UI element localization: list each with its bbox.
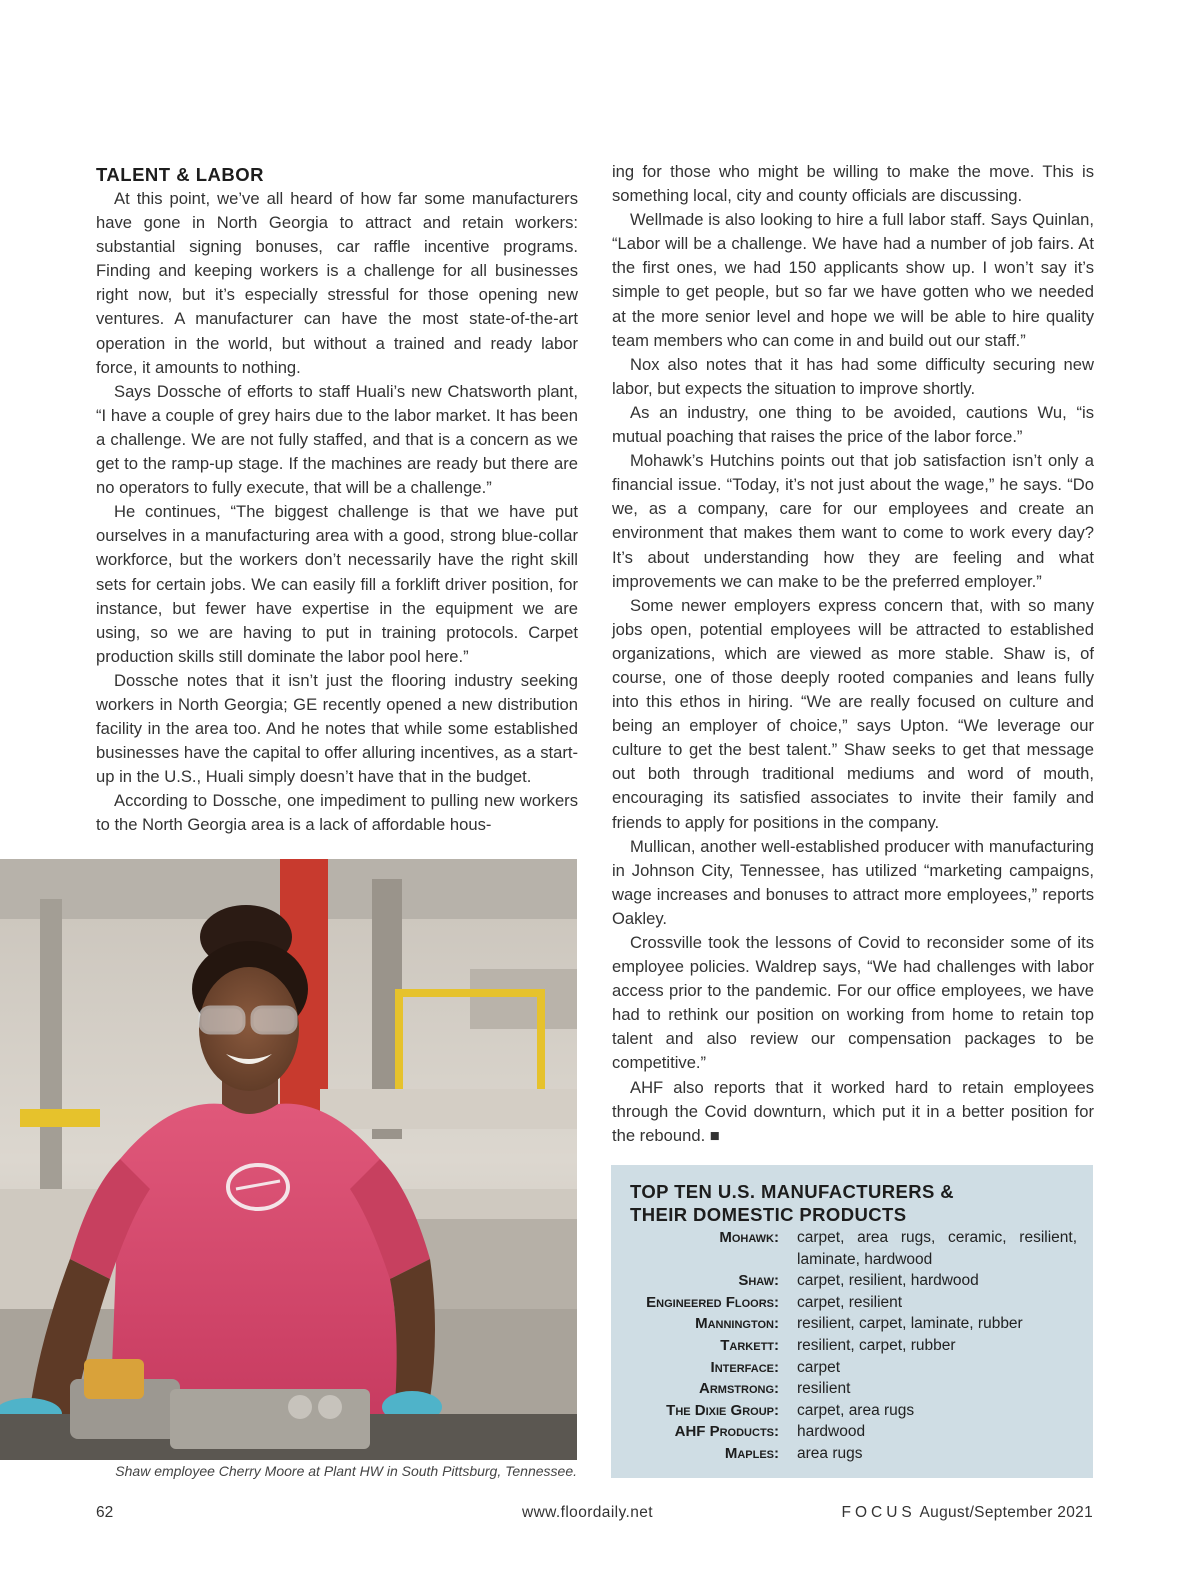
manufacturer-name: Shaw: [738,1272,779,1290]
manufacturer-name: Engineered Floors: [646,1293,779,1311]
article-paragraph: Dossche notes that it isn’t just the flooring industry seeking workers in North Georgia; GE recently opened a new distribution facility in the area too. And he notes that while some established businesses have the capital to offer alluring incentives, as a start-up in the U.S., Huali simply doesn’t have that in the budget. [96,670,578,787]
article-paragraph: Crossville took the lessons of Covid to reconsider some of its employee policies. Waldrep says, “We had challenges with labor access prior to the pandemic. For our office employees, we have had to rethink our position on working from home to retain top talent and also review our compensation packages to be competitive.” [612,933,1094,1073]
sidebar-title [630,1180,1080,1226]
sidebar-box [611,1165,1093,1478]
article-paragraph: Mohawk’s Hutchins points out that job satisfaction isn’t only a financial issue. “Today, it’s not just about the wage,” he says. “Do we, as a company, care for our employees and create an environment that makes them want to come to work every day? It’s about understanding how they are feeling and what improvements we can make to be the preferred employer.” [612,451,1094,591]
manufacturer-row [611,1292,1093,1314]
manufacturer-row [611,1421,1093,1443]
sidebar-title-line: THEIR DOMESTIC PRODUCTS [630,1204,907,1225]
article-paragraph: Some newer employers express concern that, with so many jobs open, potential employees will be attracted to established organizations, which are viewed as more stable. Shaw is, of course, one of those deeply rooted companies and leans fully into this ethos in hiring. “We are really focused on culture and being an employer of choice,” says Upton. “We leverage our culture to get the best talent.” Shaw seeks to get that message out both through traditional mediums and word of mouth, encouraging its satisfied associates to invite their family and friends to apply for positions in the company. [612,595,1094,832]
article-paragraph: Says Dossche of efforts to staff Huali’s new Chatsworth plant, “I have a couple of grey hairs due to the labor market. It has been a challenge. We are not fully staffed, and that is a concern as we get to the ramp-up stage. If the machines are ready but there are no operators to fully execute, that will be a challenge.” [96,381,578,498]
article-paragraph: Mullican, another well-established producer with manufacturing in Johnson City, Tennessee, has utilized “marketing campaigns, wage increases and bonuses to attract more employees,” reports Oakley. [612,836,1094,928]
manufacturer-row [611,1357,1093,1379]
article-paragraph: AHF also reports that it worked hard to retain employees through the Covid downturn, which put it in a better position for the rebound. ■ [612,1077,1094,1145]
article-column-left [96,160,578,838]
manufacturer-row [611,1335,1093,1357]
article-paragraph: Nox also notes that it has had some difficulty securing new labor, but expects the situation to improve shortly. [612,354,1094,398]
manufacturer-name: Mannington: [695,1315,779,1333]
article-paragraph: Wellmade is also looking to hire a full labor staff. Says Quinlan, “Labor will be a challenge. We have had a number of job fairs. At the first ones, we had 150 applicants show up. I won’t say it’s simple to get people, but so far we have gotten who we needed at the more senior level and hope we will be able to hire quality team members who can come in and build out our staff.” [612,210,1094,350]
manufacturer-products: resilient [797,1380,851,1398]
manufacturer-row [611,1378,1093,1400]
manufacturer-products: resilient, carpet, rubber [797,1336,956,1354]
employee-photo [0,859,577,1460]
manufacturer-products: carpet, resilient [797,1293,903,1311]
manufacturer-products: resilient, carpet, laminate, rubber [797,1315,1023,1333]
manufacturer-list [611,1227,1093,1465]
issue-info [842,1504,1094,1522]
photo-caption: Shaw employee Cherry Moore at Plant HW in South Pittsburg, Tennessee. [115,1463,577,1479]
manufacturer-products: area rugs [797,1444,863,1462]
manufacturer-row [611,1227,1093,1270]
manufacturer-row [611,1400,1093,1422]
article-column-right [612,160,1094,1148]
magazine-brand: FOCUS [841,1504,916,1521]
article-paragraph: According to Dossche, one impediment to pulling new workers to the North Georgia area is a lack of affordable hous- [96,791,578,835]
website-link[interactable]: www.floordaily.net [522,1504,653,1521]
manufacturer-products: carpet, area rugs [797,1401,915,1419]
manufacturer-name: Mohawk: [719,1229,779,1246]
article-paragraph: He continues, “The biggest challenge is that we have put ourselves in a manufacturing area with a good, strong blue-collar workforce, but the workers don’t necessarily have the right skill sets for certain jobs. We can easily fill a forklift driver position, for instance, but fewer have expertise in the equipment we are using, so we are having to put in training protocols. Carpet production skills still dominate the labor pool here.” [96,502,578,666]
manufacturer-products: carpet, resilient, hardwood [797,1272,979,1290]
manufacturer-name: Maples: [724,1444,779,1462]
article-paragraph-continued: ing for those who might be willing to make the move. This is something local, city and county officials are discussing. [612,162,1094,206]
section-heading: TALENT & LABOR [96,164,264,185]
manufacturer-row [611,1313,1093,1335]
manufacturer-products: hardwood [797,1423,866,1441]
manufacturer-name: AHF Products: [674,1423,779,1441]
page-number: 62 [96,1504,114,1521]
manufacturer-name: Armstrong: [699,1380,779,1398]
manufacturer-row [611,1270,1093,1292]
issue-date: August/September 2021 [919,1504,1093,1521]
manufacturer-products: carpet, area rugs, ceramic, resilient, laminate, hardwood [797,1229,1077,1268]
manufacturer-name: Interface: [710,1358,779,1376]
manufacturer-name: The Dixie Group: [666,1401,779,1419]
manufacturer-name: Tarkett: [720,1336,779,1354]
article-paragraph: As an industry, one thing to be avoided, cautions Wu, “is mutual poaching that raises the price of the labor force.” [612,402,1094,447]
manufacturer-products: carpet [797,1358,841,1376]
manufacturer-row [611,1443,1093,1465]
sidebar-title-line: TOP TEN U.S. MANUFACTURERS & [630,1181,955,1202]
article-paragraph: At this point, we’ve all heard of how far some manufacturers have gone in North Georgia to attract and retain workers: substantial signing bonuses, car raffle incentive programs. Finding and keeping workers is a challenge for all businesses right now, but it’s especially stressful for those opening new ventures. A manufacturer can have the most state-of-the-art operation in the world, but without a trained and ready labor force, it amounts to nothing. [96,189,578,377]
